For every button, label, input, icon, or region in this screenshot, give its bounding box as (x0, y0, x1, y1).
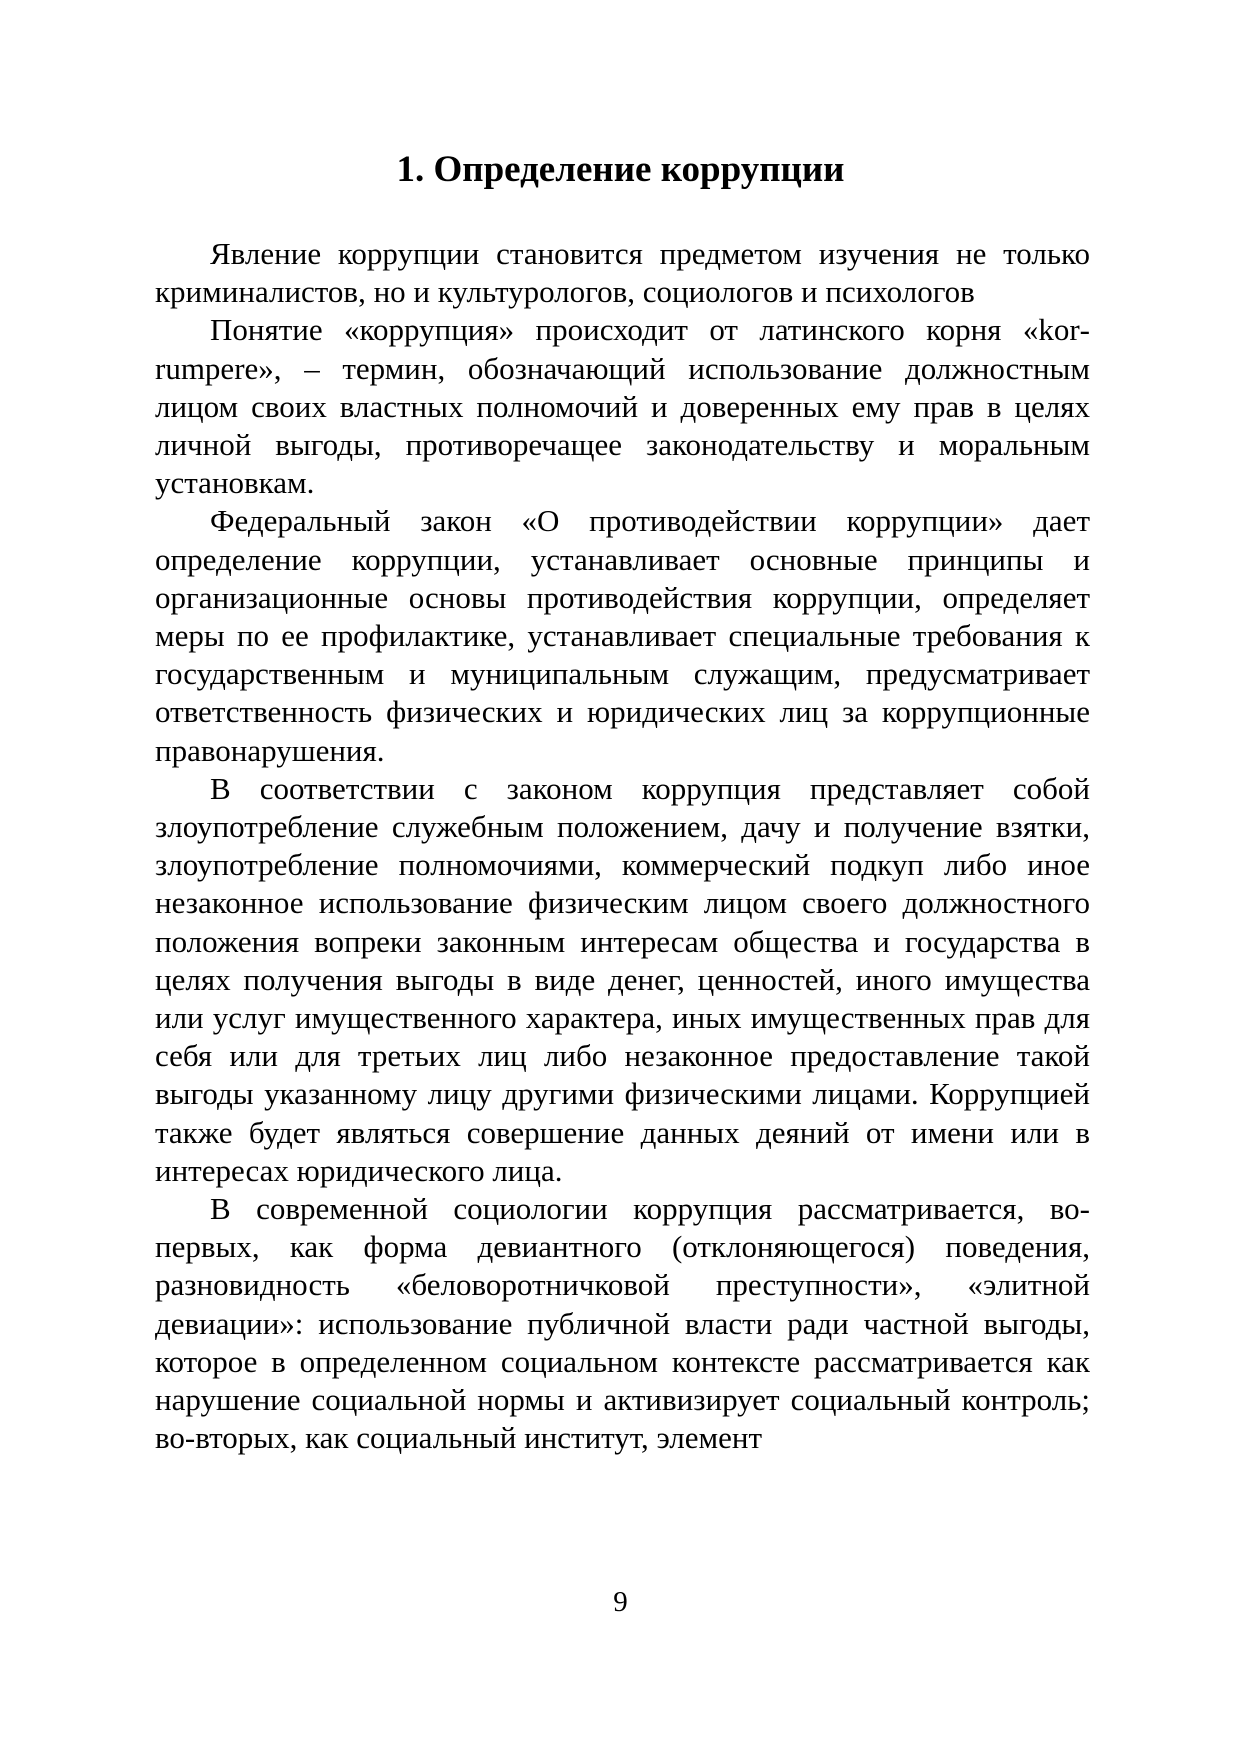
page-number: 9 (613, 1586, 628, 1618)
paragraph: Явление коррупции становится предметом изучения не только криминалистов, но и культурологов, социологов и психологов (155, 236, 1090, 310)
body-text (155, 235, 1090, 1458)
section-title: 1. Определение коррупции (396, 149, 845, 190)
paragraph: Понятие «коррупция» происходит от латинского корня «korrumpere», – термин, обозначающий использование должностным лицом своих властных полномочий и доверенных ему прав в целях личной выгоды, противоречащее законодательству и моральным установкам. (155, 312, 1090, 501)
paragraph: В соответствии с законом коррупция представляет собой злоупотребление служебным положением, дачу и получение взятки, злоупотребление полномочиями, коммерческий подкуп либо иное незаконное использование физическим лицом своего должностного положения вопреки законным интересам общества и государства в целях получения выгоды в виде денег, ценностей, иного имущества или услуг имущественного характера, иных имущественных прав для себя или для третьих лиц либо незаконное предоставление такой выгоды указанному лицу другими физическими лицами. Коррупцией также будет являться совершение данных деяний от имени или в интересах юридического лица. (155, 770, 1090, 1188)
paragraph: Федеральный закон «О противодействии коррупции» дает определение коррупции, устанавливает основные принципы и организационные основы противодействия коррупции, определяет меры по ее профилактике, устанавливает специальные требования к государственным и муниципальным служащим, предусматривает ответственность физических и юридических лиц за коррупционные правонарушения. (155, 503, 1090, 768)
paragraph: В современной социологии коррупция рассматривается, во-первых, как форма девиантного (отклоняющегося) поведения, разновидность «беловоротничковой преступности», «элитной девиации»: использование публичной власти ради частной выгоды, которое в определенном социальном контексте рассматривается как нарушение социальной нормы и активизирует социальный контроль; во-вторых, как социальный институт, элемент (155, 1191, 1090, 1456)
